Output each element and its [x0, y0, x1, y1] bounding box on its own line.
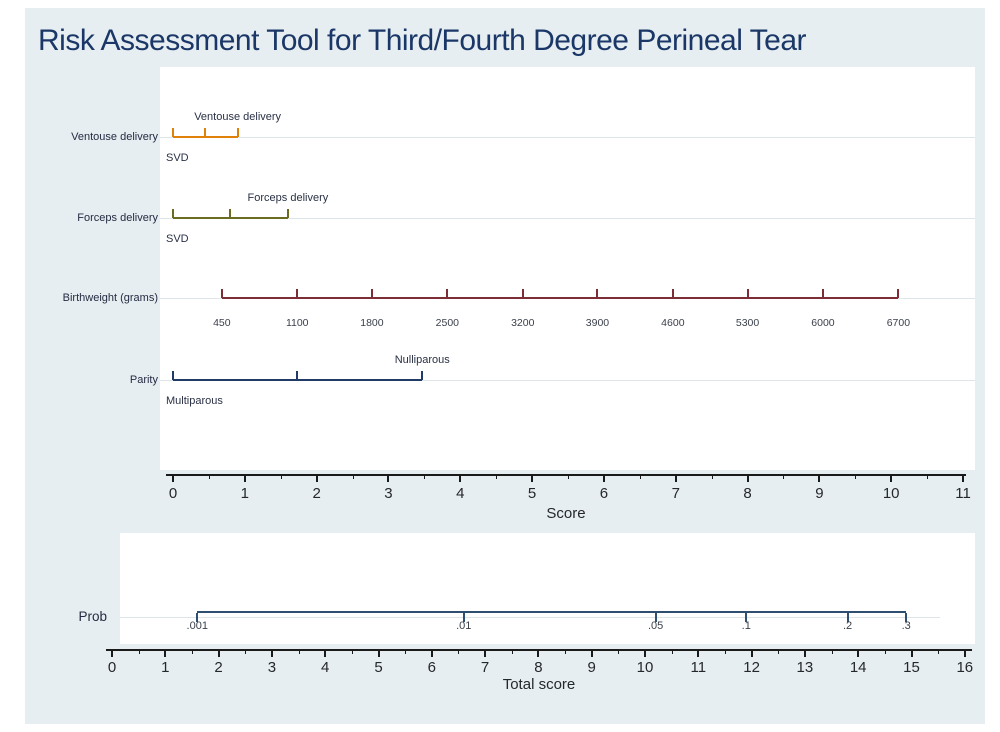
axis-minor-tick [352, 649, 353, 654]
axis-tick-label: 11 [690, 659, 707, 676]
axis-tick-label: 7 [480, 659, 490, 676]
axis-major-tick [537, 649, 539, 657]
axis-tick-label: 8 [534, 659, 543, 676]
axis-minor-tick [640, 474, 641, 479]
axis-major-tick [751, 649, 753, 657]
axis-tick-label: 16 [956, 659, 974, 676]
axis-major-tick [591, 649, 593, 657]
axis-tick-label: 14 [849, 659, 867, 676]
scale-tick [296, 289, 298, 298]
scale-tick [672, 289, 674, 298]
category-label: SVD [166, 152, 189, 164]
axis-tick-label: 12 [743, 659, 760, 676]
probability-value-label: .01 [456, 620, 472, 632]
axis-tick-label: 7 [671, 485, 680, 502]
axis-major-tick [387, 474, 389, 482]
row-label: Ventouse delivery [71, 131, 158, 143]
scale-tick [822, 289, 824, 298]
axis-major-tick [378, 649, 380, 657]
axis-major-tick [111, 649, 113, 657]
axis-tick-label: 6 [599, 485, 609, 502]
axis-major-tick [324, 649, 326, 657]
axis-major-tick [531, 474, 533, 482]
axis-tick-label: 1 [161, 659, 170, 676]
axis-minor-tick [938, 649, 939, 654]
axis-minor-tick [245, 649, 246, 654]
axis-minor-tick [783, 474, 784, 479]
axis-minor-tick [855, 474, 856, 479]
axis-minor-tick [832, 649, 833, 654]
tick-value-label: 1800 [360, 317, 384, 329]
scale-tick [229, 209, 231, 218]
row-label: Forceps delivery [77, 212, 158, 224]
axis-tick-label: 10 [636, 659, 654, 676]
probability-value-label: .05 [648, 620, 664, 632]
tick-value-label: 450 [213, 317, 231, 329]
scale-tick [897, 289, 899, 298]
axis-tick-label: 11 [955, 485, 971, 502]
scale-tick [204, 128, 206, 137]
axis-minor-tick [565, 649, 566, 654]
probability-value-label: .001 [186, 620, 208, 632]
axis-major-tick [675, 474, 677, 482]
prob-row-label: Prob [78, 609, 107, 624]
axis-major-tick [271, 649, 273, 657]
axis-tick-label: 8 [743, 485, 752, 502]
axis-minor-tick [458, 649, 459, 654]
axis-major-tick [484, 649, 486, 657]
axis-title: Score [546, 505, 586, 522]
axis-tick-label: 2 [214, 659, 223, 676]
axis-minor-tick [927, 474, 928, 479]
category-label: Ventouse delivery [194, 111, 282, 123]
axis-tick-label: 3 [267, 659, 277, 676]
axis-major-tick [818, 474, 820, 482]
axis-major-tick [962, 474, 964, 482]
axis-tick-label: 4 [456, 485, 465, 502]
scale-tick [221, 289, 223, 298]
axis-major-tick [603, 474, 605, 482]
axis-tick-label: 10 [882, 485, 900, 502]
probability-value-label: .1 [741, 620, 751, 632]
scale-tick [747, 289, 749, 298]
axis-minor-tick [672, 649, 673, 654]
axis-major-tick [316, 474, 318, 482]
tick-value-label: 2500 [435, 317, 460, 329]
axis-tick-label: 5 [527, 485, 537, 502]
scale-tick [421, 371, 423, 380]
axis-minor-tick [405, 649, 406, 654]
axis-major-tick [431, 649, 433, 657]
row-label: Birthweight (grams) [62, 292, 158, 304]
axis-minor-tick [568, 474, 569, 479]
axis-tick-label: 13 [796, 659, 814, 676]
axis-tick-label: 0 [107, 659, 117, 676]
category-label: Forceps delivery [247, 192, 329, 204]
axis-tick-label: 2 [312, 485, 321, 502]
axis-minor-tick [353, 474, 354, 479]
axis-minor-tick [496, 474, 497, 479]
axis-tick-label: 9 [815, 485, 824, 502]
scale-tick [172, 209, 174, 218]
probability-value-label: .3 [901, 620, 911, 632]
axis-major-tick [697, 649, 699, 657]
scale-tick [371, 289, 373, 298]
axis-major-tick [804, 649, 806, 657]
scale-tick [446, 289, 448, 298]
axis-line [166, 474, 966, 476]
tick-value-label: 5300 [735, 317, 760, 329]
axis-minor-tick [725, 649, 726, 654]
axis-minor-tick [299, 649, 300, 654]
scale-tick [287, 209, 289, 218]
axis-tick-label: 9 [587, 659, 596, 676]
tick-value-label: 6700 [886, 317, 911, 329]
axis-tick-label: 0 [168, 485, 178, 502]
row-label: Parity [129, 374, 158, 386]
tick-value-label: 3200 [511, 317, 535, 329]
axis-major-tick [964, 649, 966, 657]
scale-tick [596, 289, 598, 298]
axis-minor-tick [778, 649, 779, 654]
prob-gridline [120, 617, 940, 618]
axis-minor-tick [512, 649, 513, 654]
scale-tick [296, 371, 298, 380]
page-title: Risk Assessment Tool for Third/Fourth Degree Perineal Tear [38, 24, 807, 57]
tick-value-label: 6000 [811, 317, 835, 329]
axis-minor-tick [209, 474, 210, 479]
axis-minor-tick [192, 649, 193, 654]
axis-major-tick [644, 649, 646, 657]
tick-value-label: 1100 [285, 317, 309, 329]
axis-major-tick [172, 474, 174, 482]
axis-tick-label: 6 [427, 659, 436, 676]
axis-minor-tick [139, 649, 140, 654]
category-label: Multiparous [166, 395, 223, 407]
probability-value-label: .2 [842, 620, 853, 632]
axis-tick-label: 3 [384, 485, 393, 502]
axis-tick-label: 4 [321, 659, 330, 676]
row-gridline [160, 137, 975, 138]
axis-minor-tick [885, 649, 886, 654]
tick-value-label: 4600 [661, 317, 685, 329]
scale-tick [237, 128, 239, 137]
tick-value-label: 3900 [585, 317, 610, 329]
category-label: Nulliparous [394, 354, 450, 366]
variable-scale-line [222, 297, 899, 299]
axis-major-tick [747, 474, 749, 482]
category-label: SVD [166, 233, 189, 245]
axis-tick-label: 1 [240, 485, 249, 502]
probability-scale-line [197, 611, 906, 613]
axis-major-tick [890, 474, 892, 482]
axis-minor-tick [424, 474, 425, 479]
axis-major-tick [459, 474, 461, 482]
axis-minor-tick [281, 474, 282, 479]
axis-major-tick [857, 649, 859, 657]
axis-major-tick [218, 649, 220, 657]
axis-major-tick [911, 649, 913, 657]
axis-tick-label: 5 [374, 659, 383, 676]
axis-title: Total score [502, 676, 576, 693]
axis-minor-tick [712, 474, 713, 479]
axis-major-tick [244, 474, 246, 482]
scale-tick [522, 289, 524, 298]
axis-tick-label: 15 [903, 659, 920, 676]
scale-tick [172, 371, 174, 380]
axis-minor-tick [618, 649, 619, 654]
axis-major-tick [164, 649, 166, 657]
scale-tick [172, 128, 174, 137]
